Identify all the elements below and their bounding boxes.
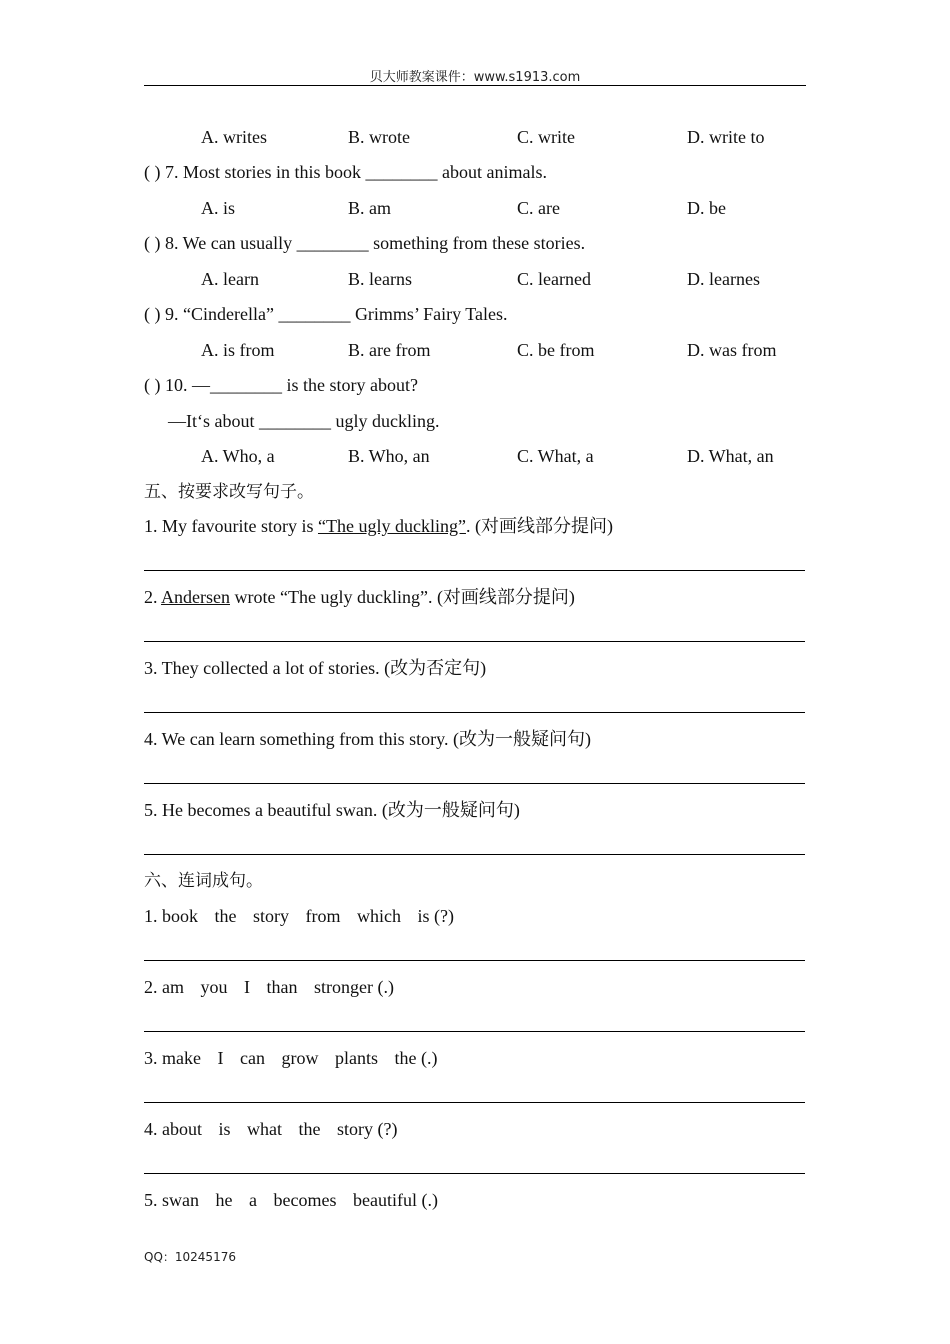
q10-option-d: D. What, an <box>687 446 774 466</box>
q6-option-a: A. writes <box>201 127 267 147</box>
word: plants <box>334 1048 378 1068</box>
page-header: 贝大师教案课件：www.s1913.com <box>369 70 581 85</box>
q10-stem: ( ) 10. —________ is the story about? <box>144 375 418 395</box>
word: swan <box>162 1190 199 1210</box>
word: the (.) <box>394 1048 438 1068</box>
word: from <box>305 906 341 926</box>
section6-item-4 <box>144 1118 398 1140</box>
item-number: 4. <box>144 1119 158 1139</box>
q8-stem: ( ) 8. We can usually ________ something from these stories. <box>144 233 586 253</box>
q7-option-c: C. are <box>517 198 560 218</box>
answer-line[interactable] <box>144 960 805 961</box>
word: story <box>253 906 289 926</box>
page-footer: QQ：10245176 <box>144 1250 236 1264</box>
item-number: 1. <box>144 906 158 926</box>
q9-stem: ( ) 9. “Cinderella” ________ Grimms’ Fairy Tales. <box>144 304 508 324</box>
item-text: 2. <box>144 587 162 607</box>
section6-item-1 <box>144 905 454 927</box>
word: a <box>249 1190 257 1210</box>
answer-line[interactable] <box>144 783 805 784</box>
section6-item-2 <box>144 976 394 998</box>
item-number: 5. <box>144 1190 158 1210</box>
section5-item-3: 3. They collected a lot of stories. (改为否定句) <box>144 658 487 678</box>
answer-line[interactable] <box>144 1031 805 1032</box>
q10-option-b: B. Who, an <box>348 446 430 466</box>
word: the <box>298 1119 321 1139</box>
word: becomes <box>273 1190 337 1210</box>
section5-item-2 <box>144 586 575 608</box>
q10-reply: —It‘s about ________ ugly duckling. <box>168 411 440 431</box>
word: can <box>239 1048 265 1068</box>
q7-stem: ( ) 7. Most stories in this book ________ about animals. <box>144 162 547 182</box>
q7-option-b: B. am <box>348 198 391 218</box>
word: am <box>162 977 184 997</box>
word: grow <box>281 1048 319 1068</box>
q10-option-c: C. What, a <box>517 446 594 466</box>
word: I <box>244 977 250 997</box>
underlined-part: “The ugly duckling” <box>317 516 466 536</box>
item-instruction: . (对画线部分提问) <box>465 516 613 536</box>
item-instruction: wrote “The ugly duckling”. (对画线部分提问) <box>230 587 575 607</box>
word: beautiful (.) <box>352 1190 438 1210</box>
answer-line[interactable] <box>144 641 805 642</box>
q6-option-b: B. wrote <box>348 127 410 147</box>
q9-option-d: D. was from <box>687 340 777 360</box>
word: he <box>215 1190 233 1210</box>
q6-option-d: D. write to <box>687 127 765 147</box>
q8-option-b: B. learns <box>348 269 412 289</box>
answer-line[interactable] <box>144 1173 805 1174</box>
word: I <box>217 1048 224 1068</box>
word: the <box>214 906 237 926</box>
word: is <box>218 1119 231 1139</box>
item-number: 3. <box>144 1048 158 1068</box>
word: which <box>357 906 401 926</box>
q7-option-a: A. is <box>201 198 236 218</box>
section6-title: 六、连词成句。 <box>144 871 263 891</box>
q8-option-a: A. learn <box>201 269 259 289</box>
q8-option-d: D. learnes <box>687 269 760 289</box>
q9-option-b: B. are from <box>348 340 431 360</box>
section5-item-4: 4. We can learn something from this story. (改为一般疑问句) <box>144 729 591 749</box>
q7-option-d: D. be <box>687 198 726 218</box>
section5-item-1 <box>144 515 613 537</box>
word: stronger (.) <box>314 977 394 997</box>
q9-option-a: A. is from <box>201 340 275 360</box>
word: than <box>266 977 298 997</box>
item-number: 2. <box>144 977 158 997</box>
section5-title: 五、按要求改写句子。 <box>144 482 314 502</box>
answer-line[interactable] <box>144 854 805 855</box>
word: make <box>162 1048 201 1068</box>
header-rule <box>144 85 806 86</box>
word: you <box>200 977 228 997</box>
answer-line[interactable] <box>144 712 805 713</box>
q9-option-c: C. be from <box>517 340 595 360</box>
section5-item-5: 5. He becomes a beautiful swan. (改为一般疑问句) <box>144 800 520 820</box>
section6-item-3 <box>144 1047 437 1069</box>
answer-line[interactable] <box>144 570 805 571</box>
item-text: 1. My favourite story is <box>144 516 318 536</box>
answer-line[interactable] <box>144 1102 805 1103</box>
q10-option-a: A. Who, a <box>201 446 275 466</box>
q8-option-c: C. learned <box>517 269 591 289</box>
underlined-part: Andersen <box>161 587 230 607</box>
word: book <box>162 906 198 926</box>
q6-option-c: C. write <box>517 127 575 147</box>
word: about <box>162 1119 202 1139</box>
section6-item-5 <box>144 1189 438 1211</box>
word: what <box>247 1119 283 1139</box>
word: story (?) <box>337 1119 398 1139</box>
word: is (?) <box>417 906 454 926</box>
